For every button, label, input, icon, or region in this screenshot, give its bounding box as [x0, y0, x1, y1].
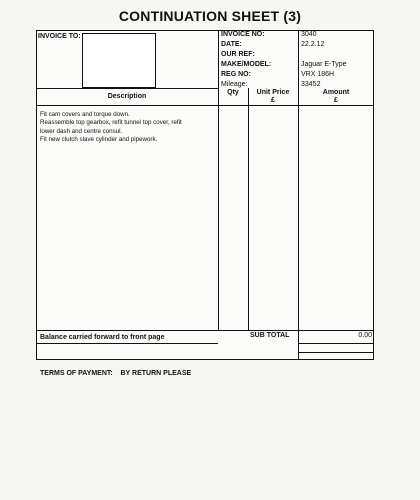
- address-box: [82, 33, 156, 88]
- sub-total-label: SUB TOTAL: [250, 332, 290, 339]
- description-line: lower dash and centre consul.: [40, 127, 123, 135]
- invoice-to-label: INVOICE TO:: [38, 33, 81, 40]
- our-ref-label: OUR REF:: [221, 51, 255, 58]
- invoice-no-value: 3040: [301, 31, 317, 38]
- amount-currency: £: [334, 97, 338, 104]
- unit-price-currency: £: [271, 97, 275, 104]
- footer-top-line: [36, 330, 374, 331]
- reg-no-value: VRX 186H: [301, 71, 335, 78]
- footer-values-divider: [298, 330, 299, 360]
- footer-mid-line-left: [36, 343, 218, 344]
- date-label: DATE:: [221, 41, 242, 48]
- qty-column-header: Qty: [227, 89, 239, 96]
- date-value: 22.2.12: [301, 41, 325, 48]
- page-title: CONTINUATION SHEET (3): [118, 8, 302, 24]
- description-line: Fit cam covers and torque down.: [40, 111, 130, 118]
- description-line: Fit new clutch slave cylinder and pipework.: [40, 136, 158, 144]
- invoice-no-label: INVOICE NO:: [221, 31, 265, 38]
- unit-price-column-header: Unit Price: [256, 89, 290, 96]
- sub-total-value: 0.00: [358, 332, 372, 339]
- description-header-top: [36, 88, 218, 89]
- description-line: Reassemble top gearbox, refit tunnel top cover, refit: [40, 119, 182, 127]
- terms-of-payment: TERMS OF PAYMENT: BY RETURN PLEASE: [40, 370, 192, 377]
- footer-low-line-right: [298, 352, 374, 353]
- header-bottom-line: [36, 105, 374, 106]
- description-column-header: Description: [107, 93, 147, 100]
- qty-divider: [248, 88, 249, 330]
- make-model-label: MAKE/MODEL:: [221, 61, 272, 68]
- make-model-value: Jaguar E-Type: [301, 61, 347, 68]
- mileage-label: Mileage:: [221, 81, 248, 88]
- values-divider: [298, 30, 299, 330]
- mileage-value: 33452: [301, 81, 321, 88]
- reg-no-label: REG NO:: [221, 71, 251, 78]
- description-text: [40, 111, 182, 145]
- footer-mid-line-right: [298, 343, 374, 344]
- balance-carried-forward-label: Balance carried forward to front page: [40, 334, 165, 341]
- details-divider: [218, 30, 219, 330]
- amount-column-header: Amount: [322, 89, 350, 96]
